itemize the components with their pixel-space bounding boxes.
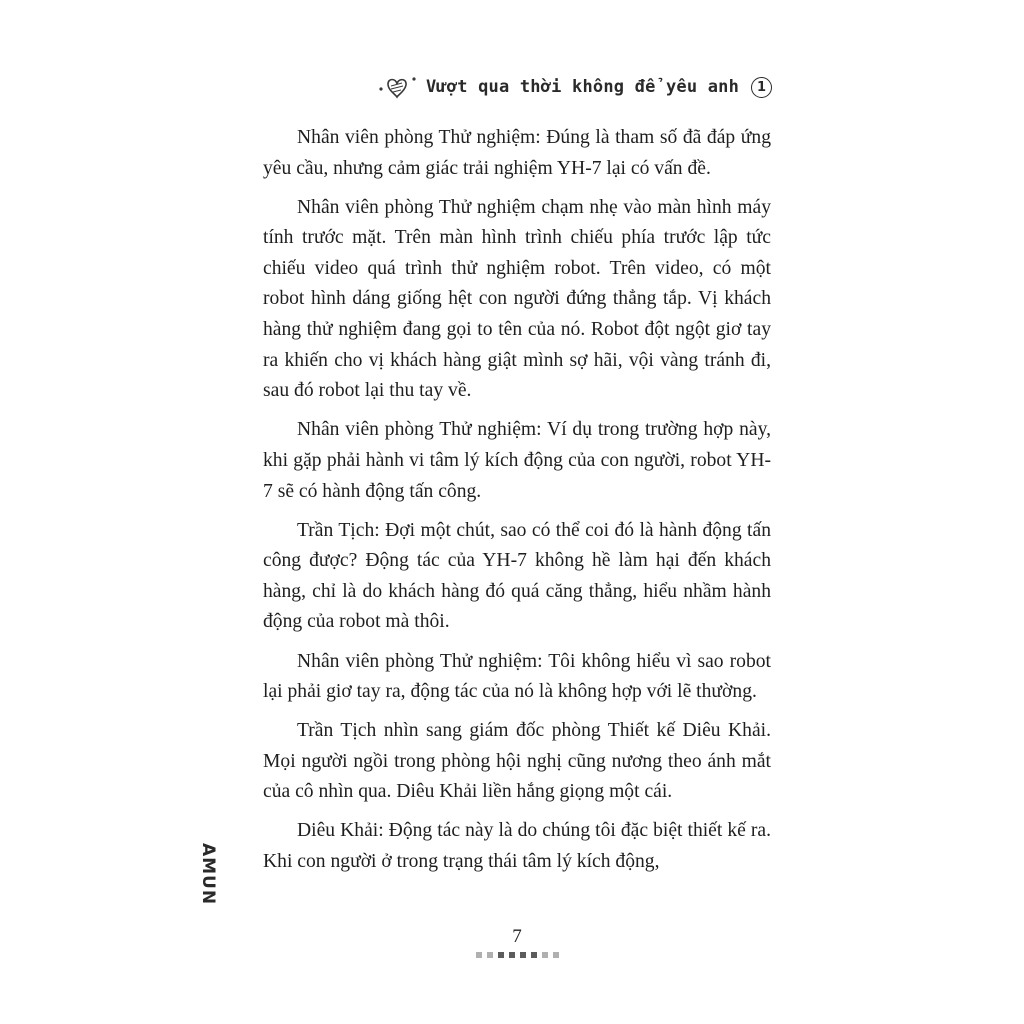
footer-dot <box>487 952 493 958</box>
paragraph: Trần Tịch nhìn sang giám đốc phòng Thiết kế Diêu Khải. Mọi người ngồi trong phòng hội nghị cũng nương theo ánh mắt của cô nhìn qua. Diêu Khải liền hắng giọng một cái. <box>263 720 771 803</box>
paragraph: Nhân viên phòng Thử nghiệm chạm nhẹ vào màn hình máy tính trước mặt. Trên màn hình trình chiếu phía trước lập tức chiếu video quá trình thử nghiệm robot. Trên video, có một robot hình dáng giống hệt con người đứng thẳng tắp. Vị khách hàng thử nghiệm đang gọi to tên của nó. Robot đột ngột giơ tay ra khiến cho vị khách hàng giật mình sợ hãi, vội vàng tránh đi, sau đó robot lại thu tay về. <box>263 196 771 402</box>
footer-dot <box>520 952 526 958</box>
paragraph: Nhân viên phòng Thử nghiệm: Tôi không hiểu vì sao robot lại phải giơ tay ra, động tác của nó là không hợp với lẽ thường. <box>263 650 771 703</box>
page-footer <box>0 926 1024 958</box>
running-header <box>378 74 772 100</box>
paragraph: Trần Tịch: Đợi một chút, sao có thể coi đó là hành động tấn công được? Động tác của YH-7 không hề làm hại đến khách hàng, chỉ là do khách hàng đó quá căng thẳng, hiểu nhầm hành động của robot mà thôi. <box>263 519 771 633</box>
volume-number-badge: 1 <box>751 77 772 98</box>
heart-scribble-icon <box>378 74 418 100</box>
paragraph: Diêu Khải: Động tác này là do chúng tôi đặc biệt thiết kế ra. Khi con người ở trong trạng thái tâm lý kích động, <box>263 820 771 873</box>
paragraph: Nhân viên phòng Thử nghiệm: Đúng là tham số đã đáp ứng yêu cầu, nhưng cảm giác trải nghiệm YH-7 lại có vấn đề. <box>263 127 771 179</box>
book-title: Vượt qua thời không để yêu anh <box>425 77 739 97</box>
footer-dot <box>553 952 559 958</box>
footer-dot <box>509 952 515 958</box>
footer-dot <box>531 952 537 958</box>
body-text <box>263 123 771 886</box>
footer-dot <box>476 952 482 958</box>
publisher-logo-text: AMUN <box>198 842 219 906</box>
footer-dot <box>542 952 548 958</box>
paragraph: Nhân viên phòng Thử nghiệm: Ví dụ trong trường hợp này, khi gặp phải hành vi tâm lý kích động của con người, robot YH-7 sẽ có hành động tấn công. <box>263 419 771 502</box>
page-number: 7 <box>512 926 522 947</box>
footer-dots-decoration <box>0 952 1024 958</box>
amun-logo-icon <box>196 842 220 906</box>
footer-dot <box>498 952 504 958</box>
